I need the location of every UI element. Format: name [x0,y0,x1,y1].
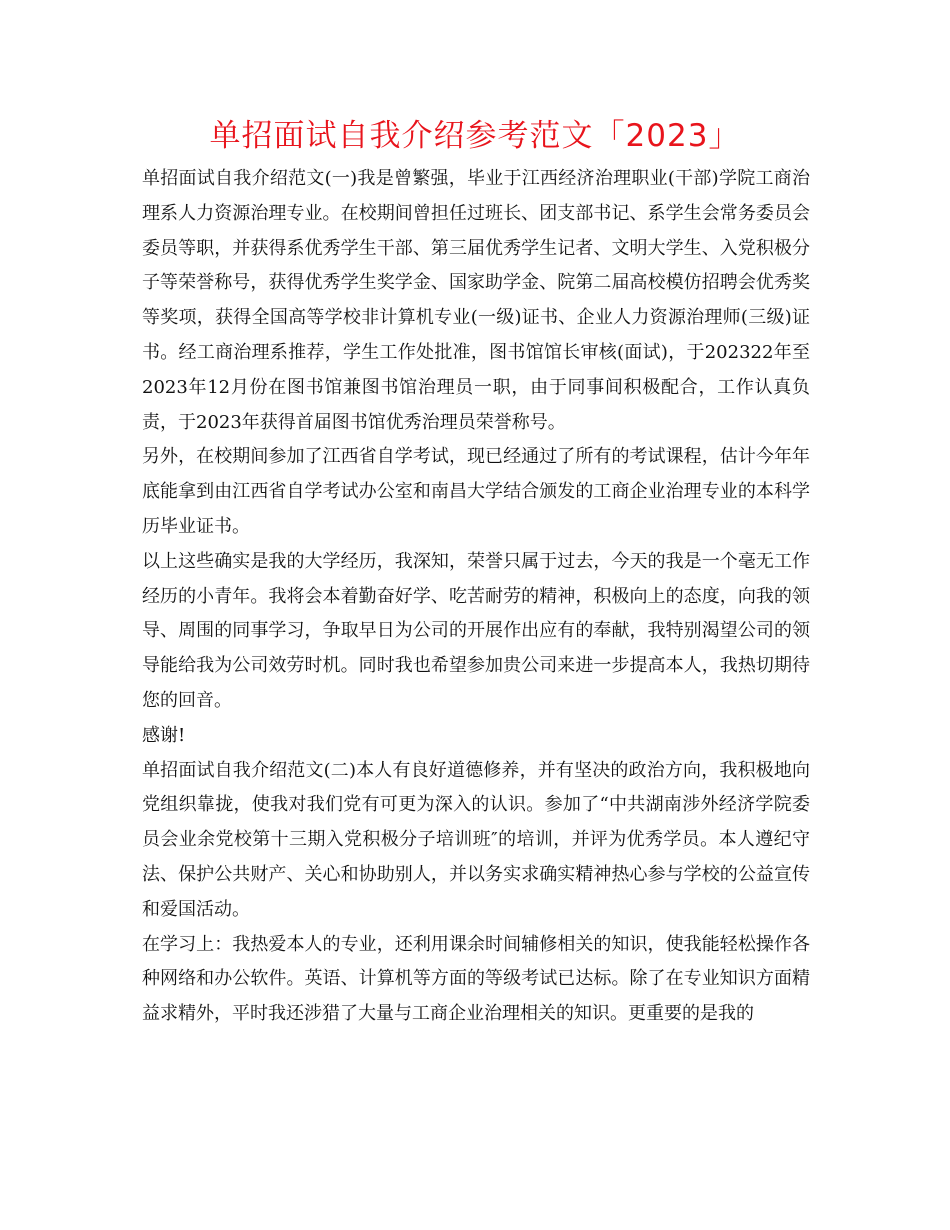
paragraph-6: 在学习上：我热爱本人的专业，还利用课余时间辅修相关的知识，使我能轻松操作各种网络和办公软件。英语、计算机等方面的等级考试已达标。除了在专业知识方面精益求精外，平时我还涉猎了大量与工商企业治理相关的知识。更重要的是我的 [142,933,810,1025]
document-title: 单招面试自我介绍参考范文「2023」 [209,118,741,154]
paragraph-2: 另外，在校期间参加了江西省自学考试，现已经通过了所有的考试课程，估计今年年底能拿到由江西省自学考试办公室和南昌大学结合颁发的工商企业治理专业的本科学历毕业证书。 [142,446,810,537]
paragraph-3: 以上这些确实是我的大学经历，我深知，荣誉只属于过去，今天的我是一个毫无工作经历的小青年。我将会本着勤奋好学、吃苦耐劳的精神，积极向上的态度，向我的领导、周围的同事学习，争取早日为公司的开展作出应有的奉献，我特别渴望公司的领导能给我为公司效劳时机。同时我也希望参加贵公司来进一步提高本人，我热切期待您的回音。 [142,550,810,711]
paragraph-1: 单招面试自我介绍范文(一)我是曾繁强，毕业于江西经济治理职业(干部)学院工商治理系人力资源治理专业。在校期间曾担任过班长、团支部书记、系学生会常务委员会委员等职，并获得系优秀学生干部、第三届优秀学生记者、文明大学生、入党积极分子等荣誉称号，获得优秀学生奖学金、国家助学金、院第二届高校模仿招聘会优秀奖等奖项，获得全国高等学校非计算机专业(一级)证书、企业人力资源治理师(三级)证书。经工商治理系推荐，学生工作处批准，图书馆馆长审核(面试)，于202322年至2023年12月份在图书馆兼图书馆治理员一职，由于同事间积极配合，工作认真负责，于2023年获得首届图书馆优秀治理员荣誉称号。 [142,168,810,433]
document-body [142,162,810,1032]
paragraph-5: 单招面试自我介绍范文(二)本人有良好道德修养，并有坚决的政治方向，我积极地向党组织靠拢，使我对我们党有可更为深入的认识。参加了“中共湖南涉外经济学院委员会业余党校第十三期入党积极分子培训班″的培训，并评为优秀学员。本人遵纪守法、保护公共财产、关心和协助别人，并以务实求确实精神热心参与学校的公益宣传和爱国活动。 [142,759,810,920]
paragraph-4: 感谢! [142,724,186,746]
